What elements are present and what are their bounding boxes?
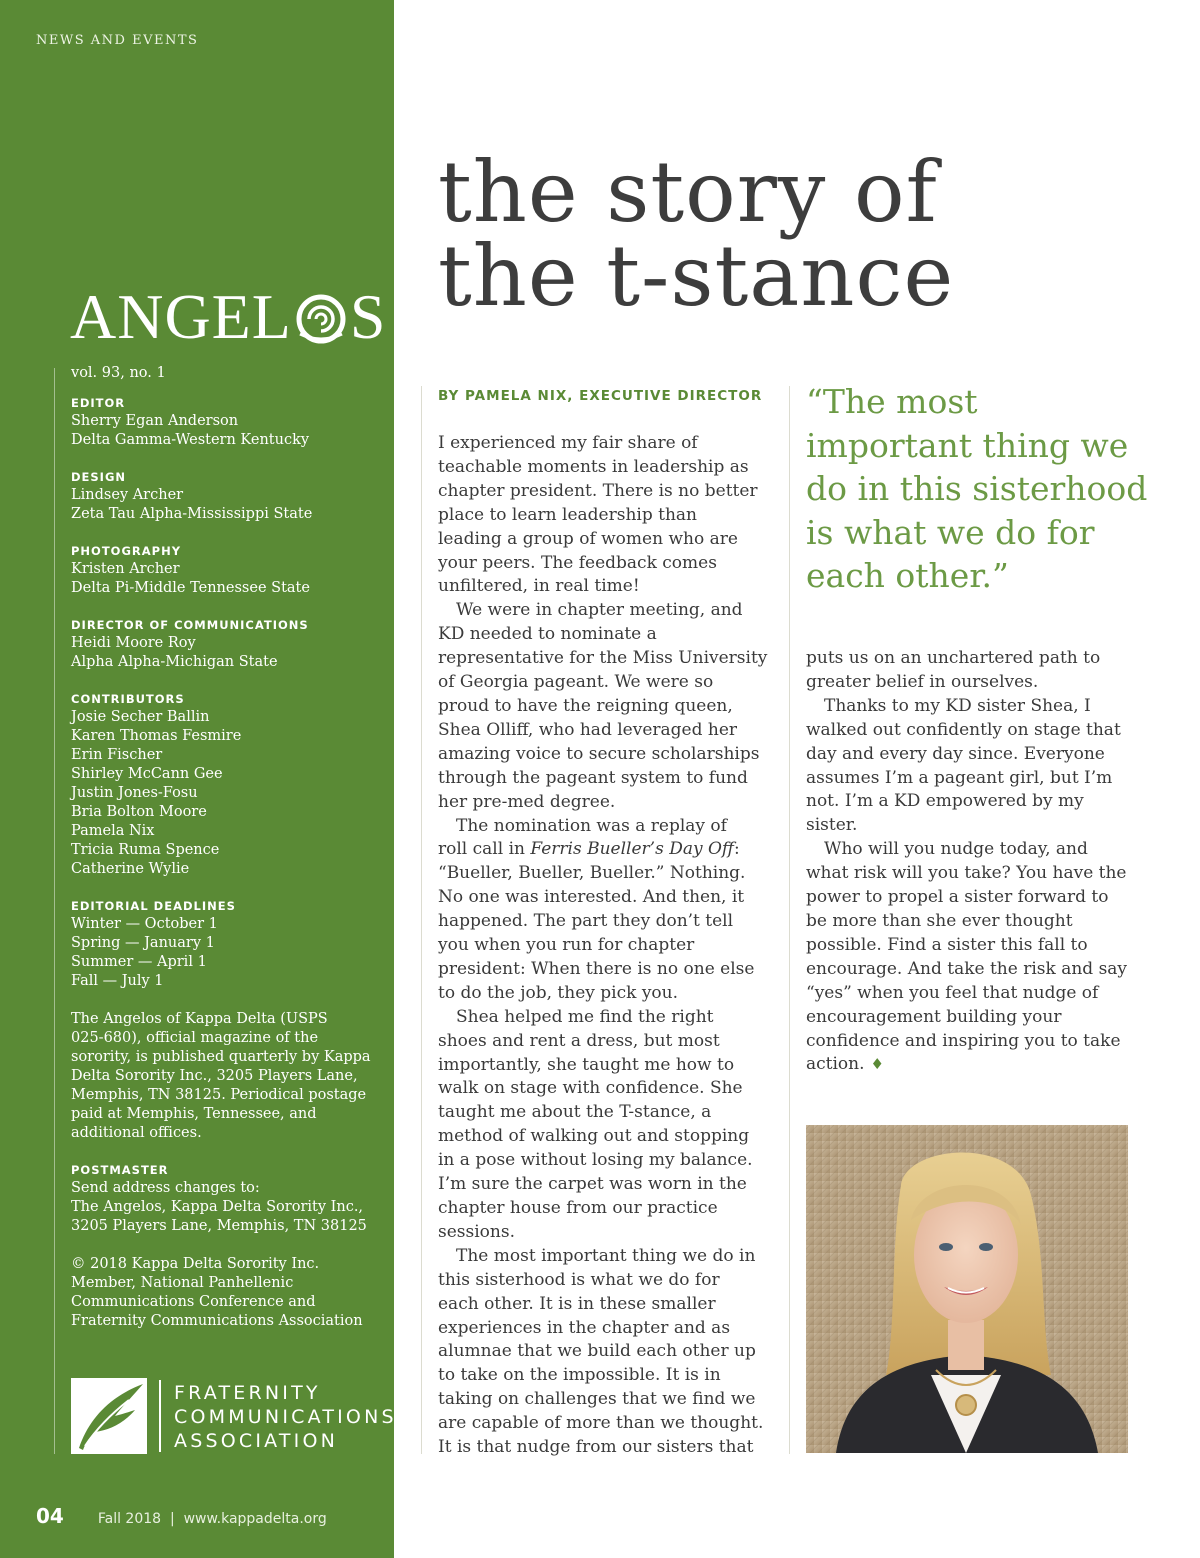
deadline-line: Summer — April 1 (71, 954, 207, 970)
text-line: I experienced my fair share of (438, 433, 698, 453)
contributor-name: Shirley McCann Gee (71, 766, 223, 782)
text-line-end (806, 1053, 1146, 1077)
paragraph (806, 695, 1146, 838)
statement-line: additional offices. (71, 1125, 202, 1141)
paragraph (438, 599, 778, 814)
statement-line: sorority, is published quarterly by Kappa (71, 1049, 371, 1065)
text-line: encouragement building your (806, 1006, 1062, 1027)
fca-divider (159, 1380, 161, 1452)
text-line: teachable moments in leadership as (438, 456, 749, 477)
title-line: the t-stance (438, 227, 955, 325)
credit-line: Zeta Tau Alpha-Mississippi State (71, 506, 313, 522)
fca-wordmark (174, 1381, 397, 1453)
credit-photography (71, 543, 371, 598)
text-line: chapter president. There is no better (438, 480, 758, 501)
fca-line: COMMUNICATIONS (174, 1406, 397, 1428)
text-line: to do the job, they pick you. (438, 982, 679, 1003)
text-line: No one was interested. And then, it (438, 887, 745, 908)
fca-line: FRATERNITY (174, 1382, 321, 1404)
paragraph (438, 1006, 778, 1245)
credit-line: Kristen Archer (71, 561, 180, 577)
credit-heading: EDITORIAL DEADLINES (71, 899, 236, 913)
text-line: walk on stage with confidence. She (438, 1078, 743, 1099)
credit-editor (71, 395, 371, 450)
quote-line: “The most (806, 382, 978, 421)
angelos-logo (70, 282, 386, 352)
film-title: Ferris Bueller’s Day Off (530, 839, 734, 860)
text-line: We were in chapter meeting, and (456, 600, 743, 621)
credit-heading: DESIGN (71, 470, 127, 484)
paragraph (438, 1245, 778, 1460)
contributor-name: Karen Thomas Fesmire (71, 728, 242, 744)
text-line: The most important thing we do in (456, 1245, 756, 1266)
text-line: through the pageant system to fund (438, 767, 748, 788)
text-line: It is that nudge from our sisters that (438, 1437, 754, 1458)
logo-text-left: ANGEL (70, 281, 292, 352)
publication-statement (71, 1010, 371, 1143)
credit-heading: DIRECTOR OF COMMUNICATIONS (71, 618, 309, 632)
volume-number: vol. 93, no. 1 (71, 365, 166, 381)
masthead-sidebar (0, 0, 397, 1558)
text-line: walked out confidently on stage that (806, 719, 1121, 740)
text-line: chapter house from our practice (438, 1198, 718, 1218)
text-line: encourage. And take the risk and say (806, 958, 1128, 979)
text-line: sister. (806, 815, 858, 836)
column-rule-right (789, 386, 790, 1454)
quill-logo-icon (71, 1378, 147, 1454)
article-column-1 (438, 432, 778, 1460)
paragraph (806, 838, 1146, 1077)
credit-communications (71, 617, 371, 672)
credit-line: Delta Pi-Middle Tennessee State (71, 580, 310, 596)
title-line: the story of (438, 143, 938, 241)
text-line: president: When there is no one else (438, 958, 755, 979)
contributor-name: Erin Fischer (71, 747, 163, 763)
postmaster-line: 3205 Players Lane, Memphis, TN 38125 (71, 1218, 367, 1234)
text-line: “Bueller, Bueller, Bueller.” Nothing. (438, 863, 746, 884)
contributor-name: Bria Bolton Moore (71, 804, 207, 820)
text-line: importantly, she taught me how to (438, 1054, 735, 1075)
masthead-credits (71, 364, 371, 1350)
page-number: 04 (36, 1504, 64, 1528)
text-line-with-film-title (438, 838, 778, 862)
statement-line: The Angelos of Kappa Delta (USPS (71, 1011, 328, 1027)
text-line: The nomination was a replay of (456, 815, 727, 836)
section-label: NEWS AND EVENTS (36, 33, 199, 48)
text-line: in a pose without losing my balance. (438, 1150, 753, 1171)
text-line: method of walking out and stopping (438, 1126, 750, 1147)
text-fragment: : (733, 839, 740, 860)
contributor-name: Tricia Ruma Spence (71, 842, 220, 858)
credit-line: Delta Gamma-Western Kentucky (71, 432, 310, 448)
copyright-line: © 2018 Kappa Delta Sorority Inc. (71, 1256, 320, 1272)
text-line: your peers. The feedback comes (438, 552, 717, 573)
quote-line: each other.” (806, 556, 1009, 595)
copyright-line: Member, National Panhellenic (71, 1275, 294, 1291)
text-line: Shea Olliff, who had leveraged her (438, 719, 738, 740)
text-line: greater belief in ourselves. (806, 671, 1039, 692)
copyright-line: Fraternity Communications Association (71, 1313, 363, 1329)
credit-design (71, 469, 371, 524)
credit-heading: POSTMASTER (71, 1163, 169, 1177)
statement-line: 025-680), official magazine of the (71, 1030, 319, 1046)
text-line: her pre-med degree. (438, 791, 616, 812)
text-line: possible. Find a sister this fall to (806, 934, 1088, 955)
text-line: not. I’m a KD empowered by my (806, 791, 1084, 812)
credit-heading: CONTRIBUTORS (71, 692, 185, 706)
credit-contributors (71, 691, 371, 879)
deadline-line: Spring — January 1 (71, 935, 215, 951)
credit-line: Sherry Egan Anderson (71, 413, 239, 429)
text-line: amazing voice to secure scholarships (438, 743, 760, 764)
credit-line: Lindsey Archer (71, 487, 184, 503)
paragraph (438, 432, 778, 599)
paragraph (438, 815, 778, 1006)
contributor-name: Justin Jones-Fosu (71, 785, 198, 801)
text-line: day and every day since. Everyone (806, 743, 1105, 764)
page-footer (36, 1504, 327, 1528)
text-line: experiences in the chapter and as (438, 1317, 731, 1338)
footer-info: Fall 2018 | www.kappadelta.org (97, 1511, 327, 1527)
text-line: I’m sure the carpet was worn in the (438, 1174, 747, 1195)
article-byline: BY PAMELA NIX, EXECUTIVE DIRECTOR (438, 388, 763, 404)
statement-line: Delta Sorority Inc., 3205 Players Lane, (71, 1068, 358, 1084)
shell-logo-icon (294, 290, 348, 344)
logo-text-right: S (349, 281, 387, 352)
credit-deadlines (71, 898, 371, 991)
paragraph (806, 647, 1146, 695)
copyright-statement (71, 1255, 371, 1331)
credit-heading: PHOTOGRAPHY (71, 544, 182, 558)
text-line: shoes and rent a dress, but most (438, 1030, 720, 1051)
text-fragment: action. (806, 1054, 865, 1075)
author-portrait-photo (806, 1125, 1128, 1453)
text-line: this sisterhood is what we do for (438, 1269, 720, 1290)
text-line: sessions. (438, 1221, 515, 1242)
contributor-name: Josie Secher Ballin (71, 709, 210, 725)
text-line: of Georgia pageant. We were so (438, 672, 714, 693)
end-of-story-diamond-icon: ♦ (870, 1055, 884, 1074)
credit-postmaster (71, 1162, 371, 1236)
fca-line: ASSOCIATION (174, 1430, 339, 1452)
text-line: taking on challenges that we find we (438, 1389, 756, 1410)
credit-heading: EDITOR (71, 396, 126, 410)
deadline-line: Fall — July 1 (71, 973, 164, 989)
text-line: proud to have the reigning queen, (438, 695, 733, 716)
fca-logo (71, 1378, 397, 1454)
contributor-name: Pamela Nix (71, 823, 155, 839)
quote-line: important thing we (806, 425, 1129, 465)
copyright-line: Communications Conference and (71, 1294, 316, 1310)
article-title (438, 143, 955, 325)
text-line: what risk will you take? You have the (806, 863, 1127, 884)
pull-quote (806, 380, 1146, 598)
text-line: you when you run for chapter (438, 935, 695, 956)
portrait-illustration (806, 1125, 1128, 1453)
text-line: be more than she ever thought (806, 910, 1073, 931)
masthead-divider (54, 368, 55, 1454)
text-fragment: roll call in (438, 839, 531, 860)
text-line: Who will you nudge today, and (824, 839, 1088, 860)
text-line: KD needed to nominate a (438, 624, 657, 645)
column-rule-left (421, 386, 422, 1454)
statement-line: paid at Memphis, Tennessee, and (71, 1106, 317, 1122)
text-line: unfiltered, in real time! (438, 576, 640, 597)
postmaster-line: The Angelos, Kappa Delta Sorority Inc., (71, 1199, 364, 1215)
postmaster-line: Send address changes to: (71, 1180, 260, 1196)
text-line: puts us on an unchartered path to (806, 648, 1101, 668)
text-line: confidence and inspiring you to take (806, 1030, 1121, 1051)
quote-line: is what we do for (806, 512, 1095, 552)
text-line: are capable of more than we thought. (438, 1413, 764, 1434)
text-line: taught me about the T-stance, a (438, 1102, 712, 1123)
text-line: place to learn leadership than (438, 504, 697, 525)
text-line: alumnae that we build each other up (438, 1341, 756, 1362)
article-column-2 (806, 647, 1146, 1077)
text-line: representative for the Miss University (438, 648, 768, 669)
text-line: assumes I’m a pageant girl, but I’m (806, 767, 1113, 788)
credit-line: Alpha Alpha-Michigan State (71, 654, 278, 670)
deadline-line: Winter — October 1 (71, 916, 218, 932)
credit-line: Heidi Moore Roy (71, 635, 196, 651)
text-line: “yes” when you feel that nudge of (806, 982, 1099, 1003)
text-line: happened. The part they don’t tell (438, 911, 734, 932)
text-line: to take on the impossible. It is in (438, 1365, 721, 1386)
quote-line: do in this sisterhood (806, 469, 1148, 508)
text-line: Thanks to my KD sister Shea, I (824, 695, 1091, 716)
statement-line: Memphis, TN 38125. Periodical postage (71, 1087, 367, 1103)
text-line: leading a group of women who are (438, 528, 738, 549)
text-line: Shea helped me find the right (456, 1006, 714, 1027)
contributor-name: Catherine Wylie (71, 861, 190, 877)
text-line: each other. It is in these smaller (438, 1293, 716, 1314)
text-line: power to propel a sister forward to (806, 887, 1109, 908)
